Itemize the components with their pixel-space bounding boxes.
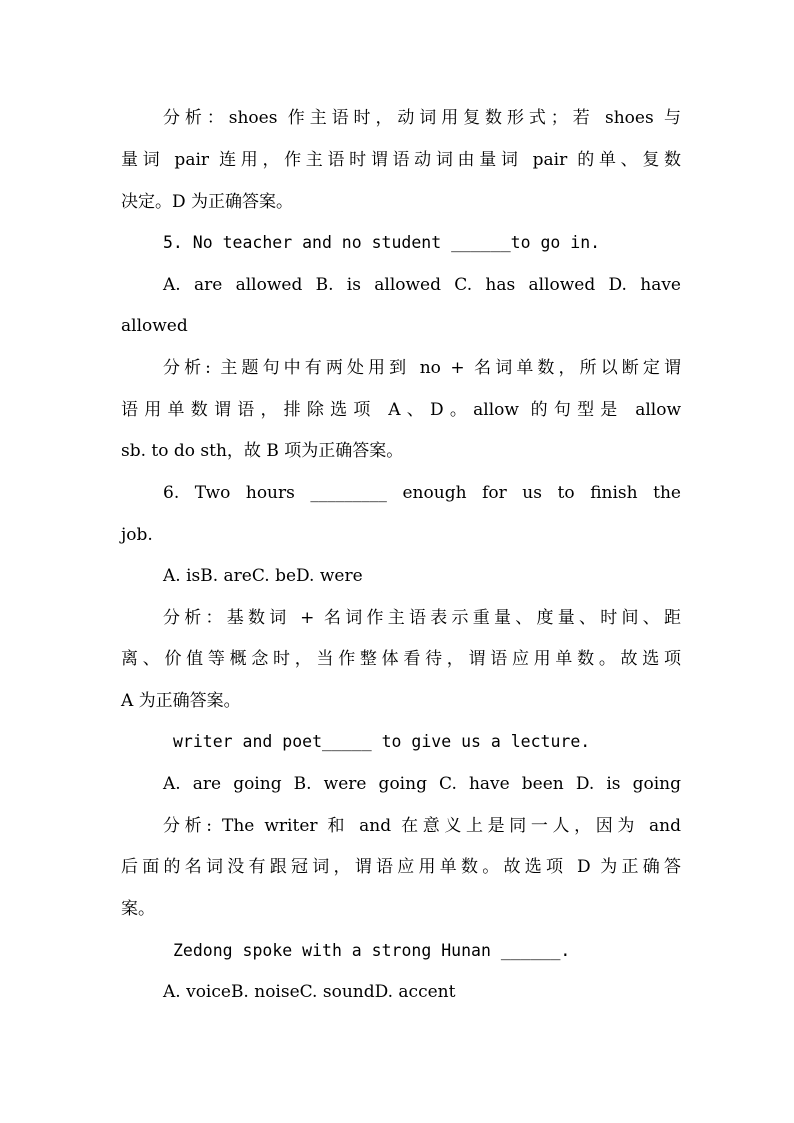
analysis-line: 分析：基数词 + 名词作主语表示重量、度量、时间、距 <box>163 608 681 628</box>
question-5-options: allowed <box>121 316 188 336</box>
question-6-options: A. isB. areC. beD. were <box>163 566 363 586</box>
question-8: Zedong spoke with a strong Hunan ______. <box>173 941 571 960</box>
analysis-line: A 为正确答案。 <box>121 691 241 711</box>
question-5: 5. No teacher and no student ______to go in. <box>163 233 601 252</box>
question-7: writer and poet_____ to give us a lecture. <box>173 732 591 751</box>
analysis-line: 后面的名词没有跟冠词，谓语应用单数。故选项 D 为正确答 <box>121 857 681 877</box>
analysis-line: 案。 <box>121 899 155 919</box>
question-5-options: A. are allowed B. is allowed C. has allowed D. have <box>163 275 681 295</box>
analysis-line: 分析: 主题句中有两处用到 no + 名词单数，所以断定谓 <box>163 358 681 378</box>
question-8-options: A. voiceB. noiseC. soundD. accent <box>163 982 456 1002</box>
analysis-line: 决定。D 为正确答案。 <box>121 192 294 212</box>
analysis-line: 分析：shoes 作主语时，动词用复数形式；若 shoes 与 <box>163 108 681 128</box>
analysis-line: 量词 pair 连用，作主语时谓语动词由量词 pair 的单、复数 <box>121 150 681 170</box>
question-6: job. <box>121 525 153 545</box>
analysis-line: 离、价值等概念时，当作整体看待，谓语应用单数。故选项 <box>121 649 681 669</box>
analysis-line: 分析: The writer 和 and 在意义上是同一人，因为 and <box>163 816 681 836</box>
question-6: 6. Two hours _________ enough for us to finish the <box>163 483 681 503</box>
analysis-line: 语用单数谓语，排除选项 A、D。allow 的句型是 allow <box>121 400 681 420</box>
analysis-line: sb. to do sth，故 B 项为正确答案。 <box>121 441 404 461</box>
question-7-options: A. are going B. were going C. have been D. is going <box>163 774 681 794</box>
